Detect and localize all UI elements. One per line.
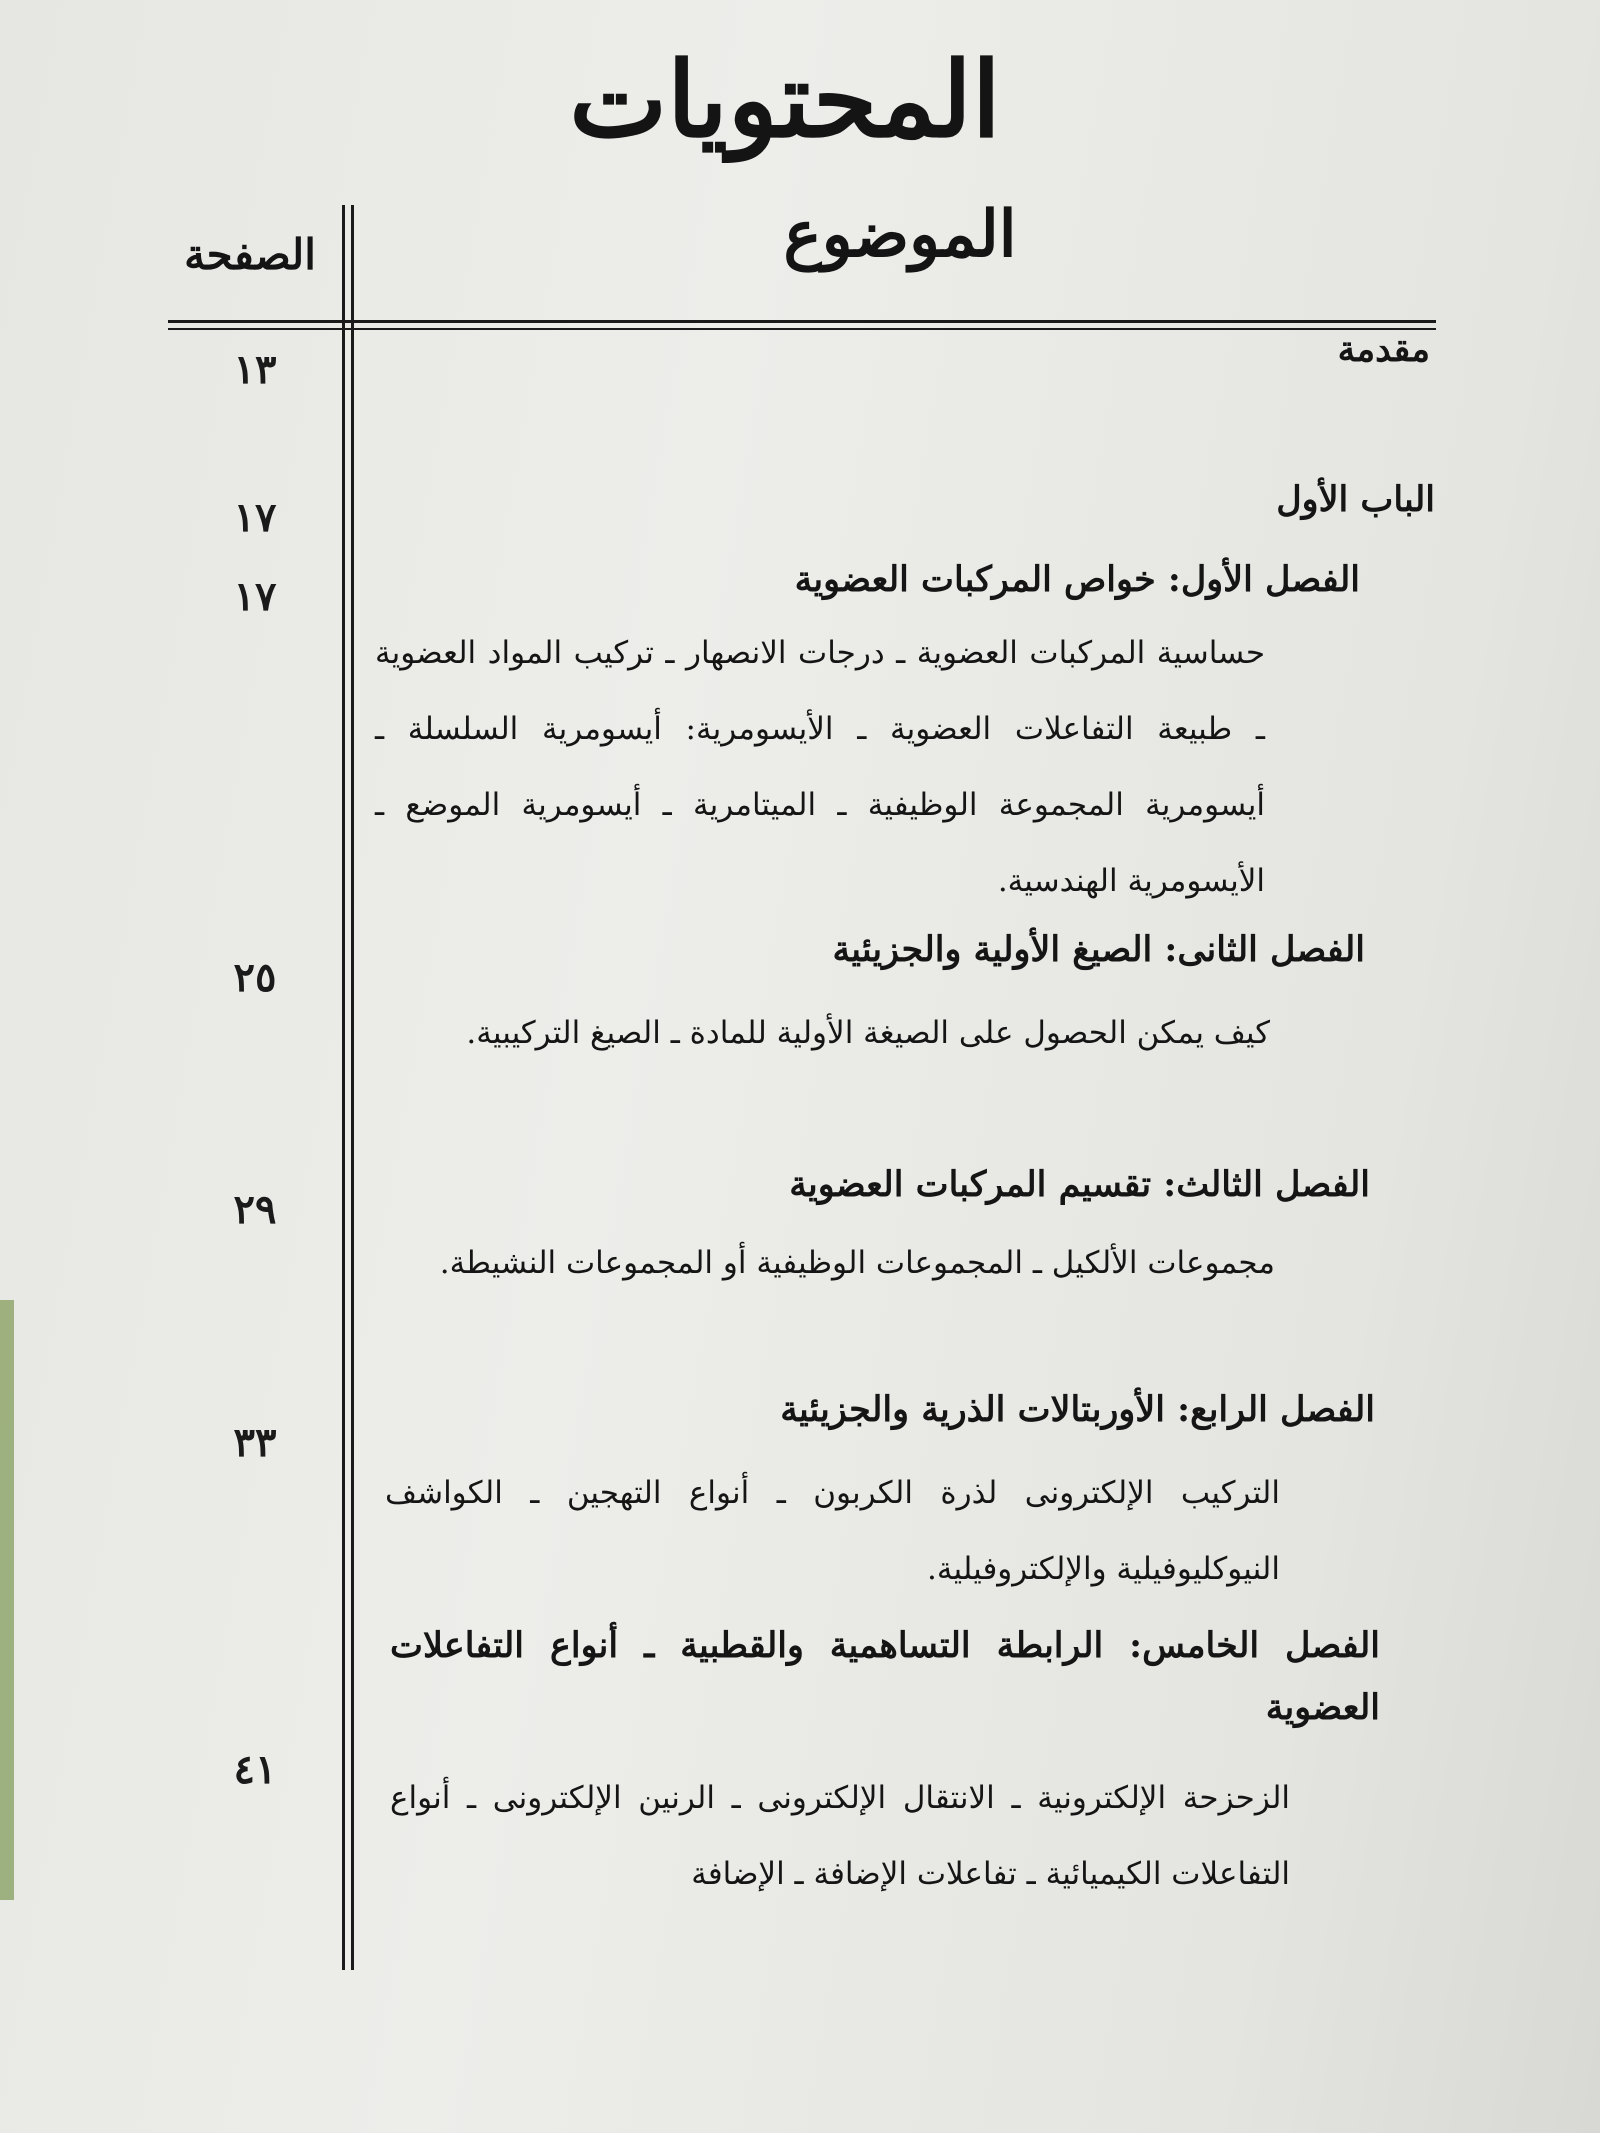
toc-entry-chapter: الفصل الثالث: تقسيم المركبات العضوية: [789, 1164, 1370, 1205]
toc-entry-part: الباب الأول: [1276, 479, 1435, 520]
toc-entry-chapter: الفصل الرابع: الأوربتالات الذرية والجزيئية: [780, 1389, 1375, 1430]
header-rule: [168, 320, 1436, 323]
toc-entry-description: مجموعات الألكيل ـ المجموعات الوظيفية أو المجموعات النشيطة.: [439, 1245, 1275, 1281]
toc-entry-description: التركيب الإلكترونى لذرة الكربون ـ أنواع التهجين ـ الكواشف النيوكليوفيلية والإلكتروفيلية.: [385, 1475, 1280, 1587]
column-header-page: الصفحة: [184, 230, 316, 279]
column-divider: [342, 205, 345, 1970]
toc-entry-intro: مقدمة: [1337, 329, 1430, 370]
toc-entry-description: حساسية المركبات العضوية ـ درجات الانصهار ـ تركيب المواد العضوية ـ طبيعة التفاعلات العضوية ـ الأيسومرية: أيسومرية السلسلة ـ أيسومرية المجموعة الوظيفية ـ الميتامرية ـ أيسومرية الموضع ـ الأيسومرية الهندسية.: [375, 635, 1265, 899]
page-number: ٢٥: [233, 954, 277, 1001]
page-number: ٣٣: [233, 1419, 277, 1466]
column-header-subject: الموضوع: [783, 197, 1017, 272]
page-number: ٤١: [233, 1746, 277, 1793]
page-title: المحتويات: [569, 38, 1001, 161]
toc-entry-chapter: الفصل الأول: خواص المركبات العضوية: [794, 559, 1360, 600]
page-number: ٢٩: [233, 1186, 277, 1233]
toc-entry-description: الزحزحة الإلكترونية ـ الانتقال الإلكترونى ـ الرنين الإلكترونى ـ أنواع التفاعلات الكيميائية ـ تفاعلات الإضافة ـ الإضافة: [390, 1780, 1290, 1892]
toc-entry-chapter: الفصل الثانى: الصيغ الأولية والجزيئية: [832, 929, 1365, 970]
page-number: ١٧: [233, 494, 277, 541]
toc-entry-chapter: الفصل الخامس: الرابطة التساهمية والقطبية ـ أنواع التفاعلات العضوية: [390, 1625, 1380, 1728]
page-number: ١٧: [233, 573, 277, 620]
toc-entry-description: كيف يمكن الحصول على الصيغة الأولية للمادة ـ الصيغ التركيبية.: [466, 1015, 1270, 1051]
page-number: ١٣: [233, 346, 277, 393]
column-divider-double: [351, 205, 354, 1970]
page-edge-shadow: [0, 1300, 14, 1900]
